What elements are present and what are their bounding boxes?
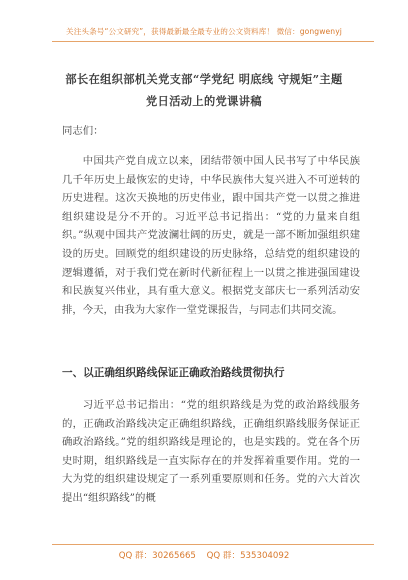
footer-contact	[0, 549, 408, 561]
body-paragraph-1: 中国共产党自成立以来，团结带领中国人民书写了中华民族几千年历史上最恢宏的史诗，中华民族伟大复兴进入不可逆转的历史进程。这次天换地的历史伟业，跟中国共产党一以贯之推进组织建设是分不开的。习近平总书记指出：“党的力量来自组织。”纵观中国共产党波澜壮阔的历史，就是一部不断加强组织建设的历史。回顾党的组织建设的历史脉络，总结党的组织建设的逻辑遵循，对于我们党在新时代新征程上一以贯之推进强国建设和民族复兴伟业，具有重大意义。根据党支部庆七一系列活动安排，今天，由我为大家作一堂党课报告，与同志们共同交流。	[62, 155, 360, 316]
document-title-line-2: 党日活动上的党课讲稿	[146, 94, 262, 108]
document-title-line-1: 部长在组织部机关党支部“学党纪 明底线 守规矩”主题	[65, 72, 343, 86]
footer-qq-group-1: QQ 群：30265665	[118, 551, 196, 561]
section-heading-1: 一、以正确组织路线保证正确政治路线贯彻执行	[62, 367, 285, 379]
body-paragraph-2: 习近平总书记指出：“党的组织路线是为党的政治路线服务的，正确政治路线决定正确组织路线，正确组织路线服务保证正确政治路线。”党的组织路线是理论的，也是实践的。党在各个历史时期，组织路线是一直实际存在的并发挥着重要作用。党的一大为党的组织建设规定了一系列重要原则和任务。党的六大首次提出“组织路线”的概	[62, 399, 360, 504]
greeting: 同志们：	[62, 125, 104, 137]
footer-qq-group-2: QQ 群：535304092	[206, 551, 290, 561]
header-promo-text: 关注头条号“公文研究”，获得最新最全最专业的公文资料库！ 微信：gongwenyj	[66, 27, 342, 36]
header-divider	[52, 41, 374, 42]
footer-divider	[52, 544, 374, 545]
